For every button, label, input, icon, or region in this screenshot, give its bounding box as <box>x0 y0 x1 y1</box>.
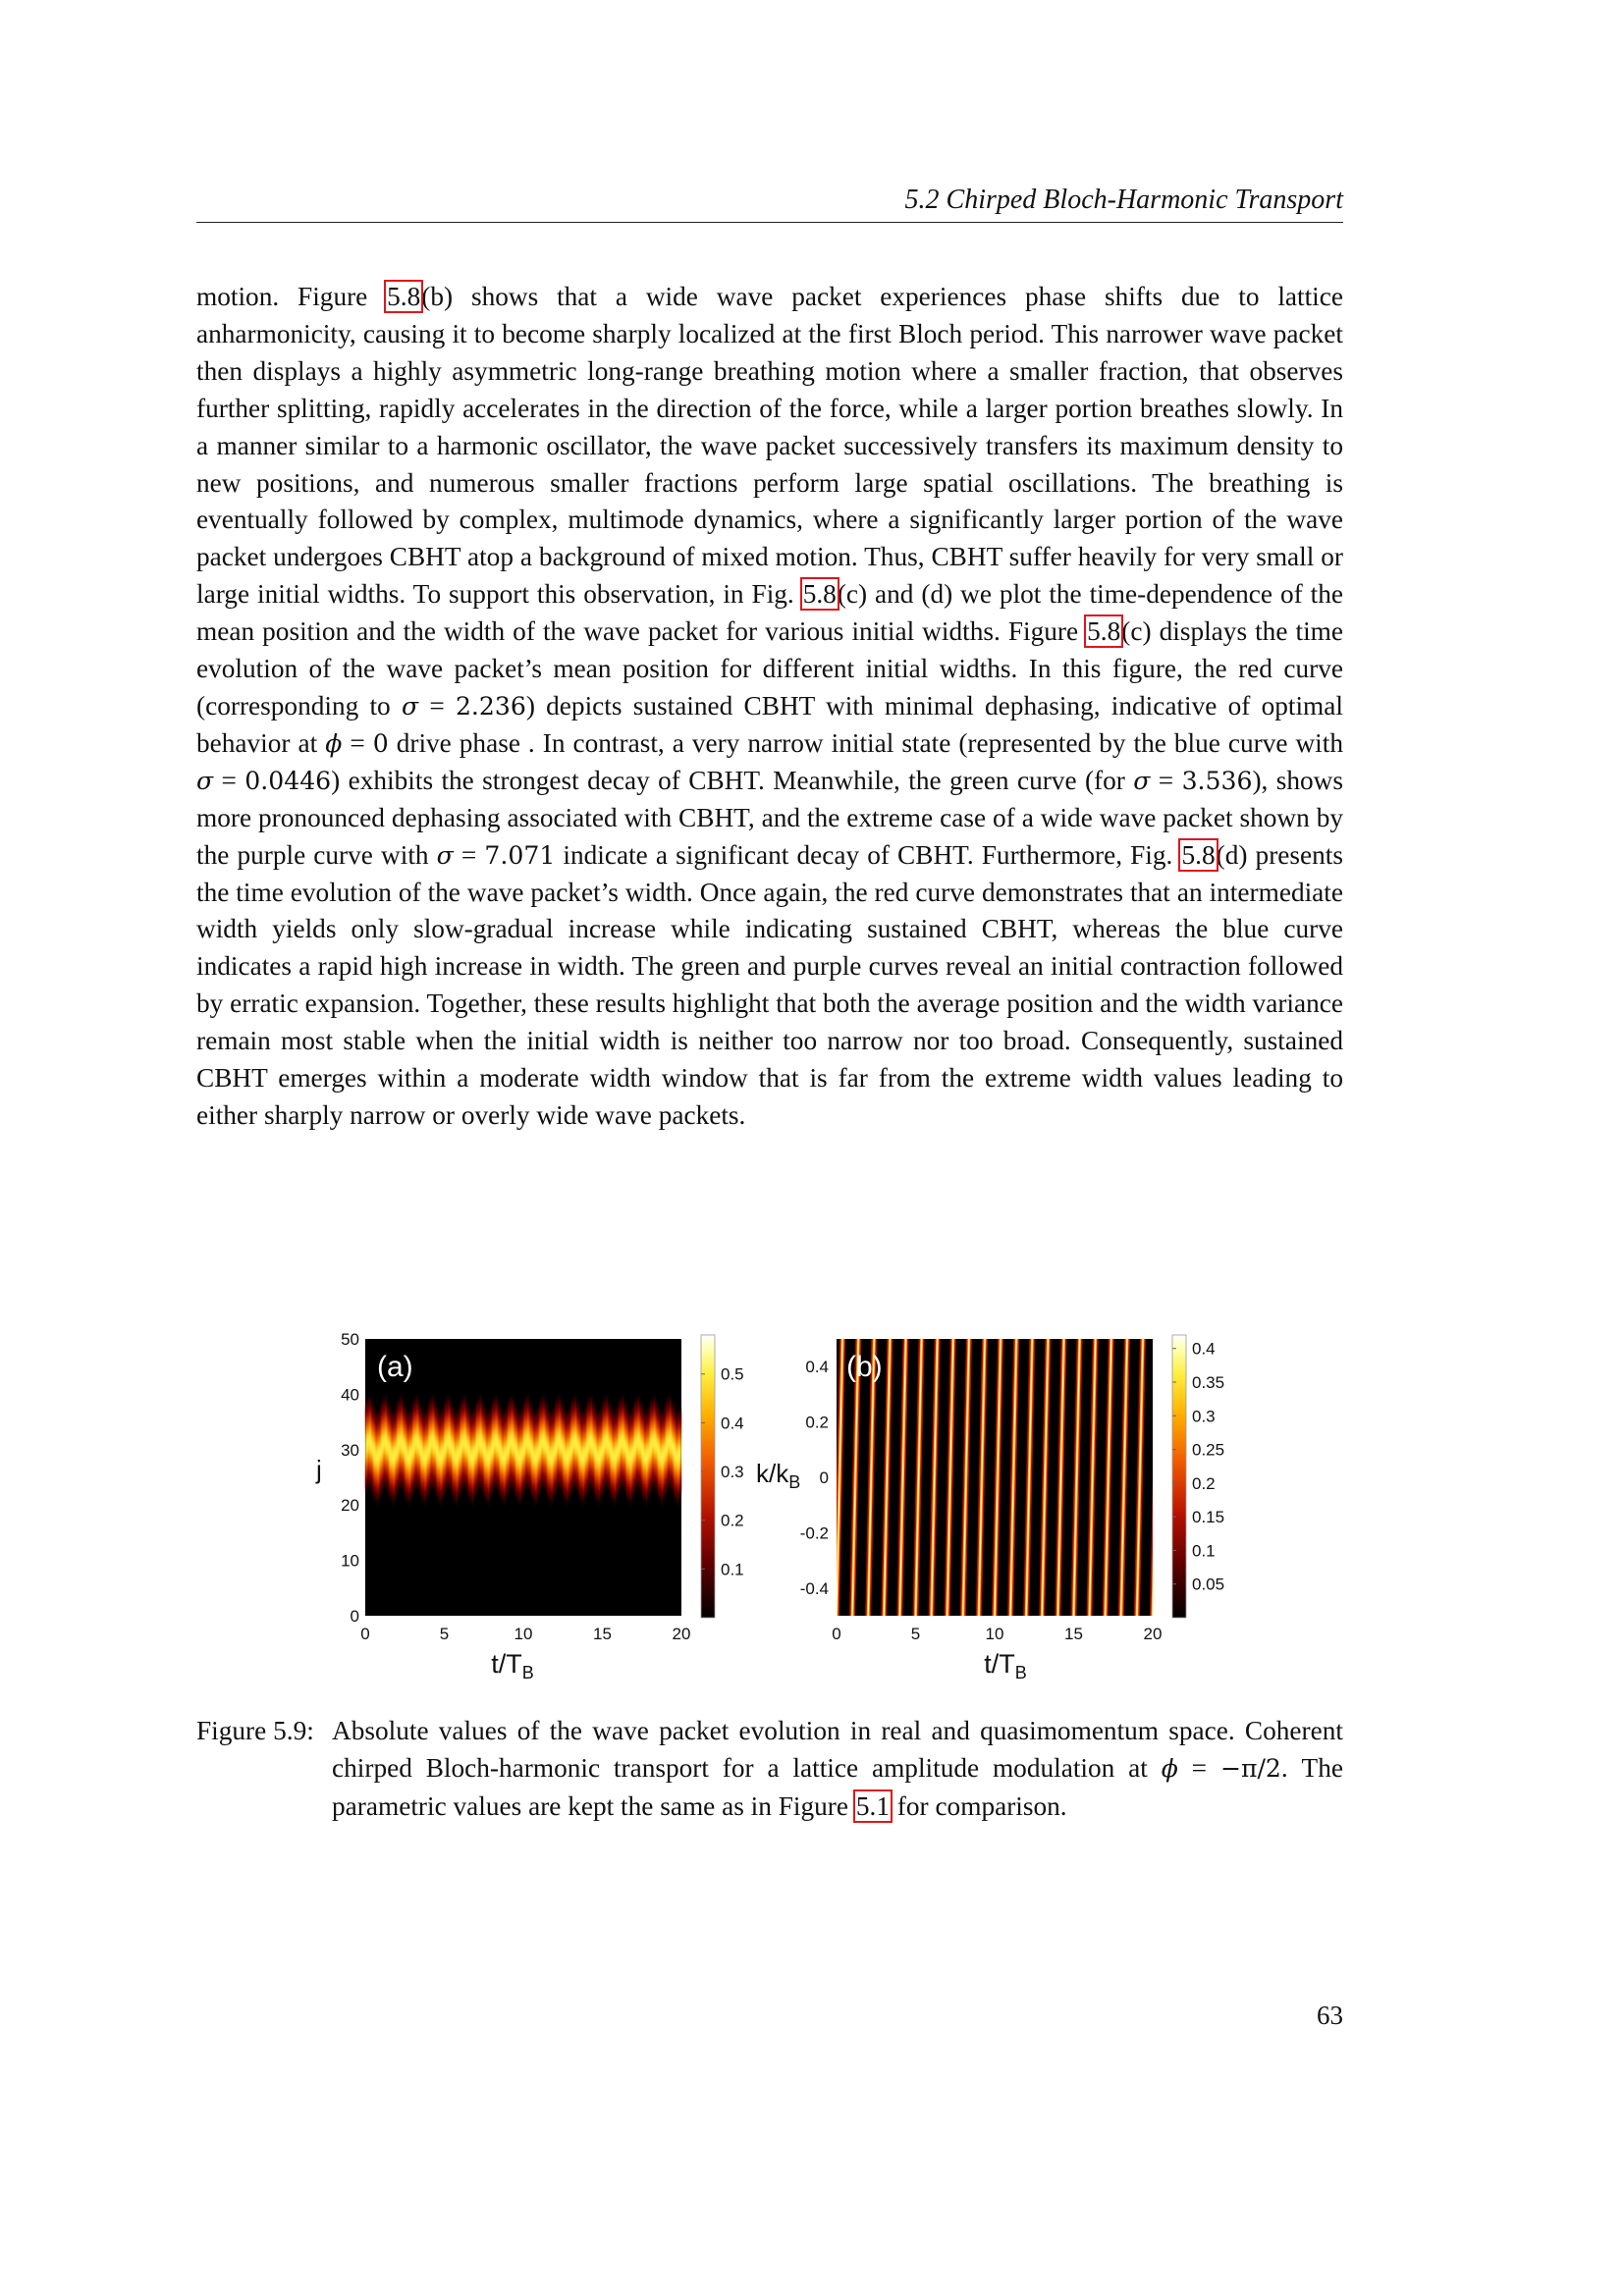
panel-b-colorbar-tick-label: 0.25 <box>1192 1440 1225 1460</box>
caption-label: Figure 5.9: <box>196 1716 314 1745</box>
panel-b-stripe <box>1153 1339 1159 1616</box>
text-run: = <box>342 727 373 758</box>
panel-a-x-axis-label: $t/T_B$ <box>491 1649 534 1682</box>
math-symbol: ϕ <box>1161 1754 1178 1783</box>
text-run: = <box>1177 1753 1220 1783</box>
panel-b-y-tick-label: -0.4 <box>799 1578 829 1598</box>
panel-b-colorbar-tick-label: 0.4 <box>1192 1339 1216 1359</box>
panel-b-x-ticks <box>832 1625 1162 1643</box>
panel-a-colorbar-tick-label: 0.2 <box>721 1511 744 1530</box>
panel-a-y-axis-label: j <box>316 1455 322 1484</box>
panel-a-x-tick-label: 5 <box>439 1625 450 1643</box>
text-run: (c) and (d) we plot the time-dependence of the mean position and the width of the wave packet for various initial widths. Figure <box>196 579 1343 647</box>
panel-b-stripe-core <box>1153 1339 1159 1616</box>
panel-a-y-tick-label: 30 <box>341 1440 359 1460</box>
panel-b-x-tick-label: 10 <box>985 1625 1004 1643</box>
panel-a-band-layers <box>365 1397 681 1503</box>
text-run: = <box>418 690 456 721</box>
math-symbol: σ <box>401 691 419 721</box>
figure-5-9 <box>295 1315 1355 1688</box>
running-head: 5.2 Chirped Bloch-Harmonic Transport <box>904 185 1343 215</box>
text-run: = <box>1150 765 1182 795</box>
figure-reference-link[interactable]: 5.8 <box>1181 839 1216 870</box>
text-run: Absolute values of the wave packet evolution in real and quasimomentum space. Coherent chirped Bloch-harmonic transport for a lattice amplitude modulation at <box>332 1716 1343 1783</box>
panel-b-y-tick-label: -0.2 <box>799 1523 829 1543</box>
panel-a-y-tick-label: 40 <box>341 1385 359 1405</box>
panel-b-x-tick-label: 5 <box>910 1625 921 1643</box>
text-run: . The parametric values are kept the same as in Figure <box>332 1753 1343 1821</box>
text-run: = <box>453 839 485 870</box>
panel-b-x-axis-label: $t/T_B$ <box>984 1649 1027 1682</box>
panel-a-x-tick-label: 10 <box>514 1625 533 1643</box>
panel-b-colorbar-tick-label: 0.1 <box>1192 1541 1216 1561</box>
panel-b-label: (b) <box>846 1351 883 1383</box>
math-symbol: σ <box>196 766 214 795</box>
body-paragraph <box>196 279 1343 1135</box>
caption-text <box>332 1712 1343 1825</box>
panel-a-y-tick-label: 10 <box>341 1551 359 1571</box>
text-run: = <box>213 765 245 795</box>
panel-b-colorbar-tick-label: 0.2 <box>1192 1473 1216 1493</box>
panel-b-y-tick-label: 0.2 <box>805 1413 829 1432</box>
panel-a-colorbar-tick-label: 0.5 <box>721 1364 744 1384</box>
math-symbol: ϕ <box>325 728 343 758</box>
math-number: −π/2 <box>1219 1754 1281 1783</box>
panel-a-colorbar-tick-label: 0.1 <box>721 1560 744 1579</box>
panel-a-y-tick-label: 50 <box>341 1330 359 1349</box>
panel-a-y-tick-label: 20 <box>341 1496 359 1516</box>
panel-b <box>756 1335 1224 1682</box>
panel-a-colorbar-tick-label: 0.4 <box>721 1414 744 1433</box>
panel-a-label: (a) <box>377 1351 413 1383</box>
figure-reference-link[interactable]: 5.8 <box>802 579 837 610</box>
panel-b-colorbar-tick-label: 0.15 <box>1192 1508 1225 1527</box>
math-number: 0.0446 <box>244 766 332 795</box>
panel-a-x-tick-label: 15 <box>593 1625 612 1643</box>
figure-reference-link[interactable]: 5.8 <box>1087 616 1121 647</box>
panel-a <box>315 1330 744 1682</box>
figure-caption <box>196 1712 1343 1825</box>
panel-b-y-axis-label: $k/k_B$ <box>756 1459 801 1492</box>
text-run: (d) presents the time evolution of the wave packet’s width. Once again, the red curve demonstrates that an intermediate width yields only slow-gradual increase while indicating sustained CBHT, whereas the blue curve indicates a rapid high increase in width. The green and purple curves reveal an initial contraction followed by erratic expansion. Together, these results highlight that both the average position and the width variance remain most stable when the initial width is neither too narrow nor too broad. Consequently, sustained CBHT emerges within a moderate width window that is far from the extreme width values leading to either sharply narrow or overly wide wave packets. <box>196 839 1343 1130</box>
text-run: ), shows more pronounced dephasing associated with CBHT, and the extreme case of a wide wave packet shown by the purple curve with <box>196 765 1344 870</box>
text-run: indicate a significant decay of CBHT. Furthermore, Fig. <box>555 839 1181 870</box>
math-number: 7.071 <box>484 840 556 870</box>
math-symbol: σ <box>1133 766 1151 795</box>
math-number: 3.536 <box>1181 766 1253 795</box>
text-run: drive phase . In contrast, a very narrow initial state (represented by the blue curve with <box>388 727 1343 758</box>
text-run: ) exhibits the strongest decay of CBHT. Meanwhile, the green curve (for <box>331 765 1134 795</box>
panel-a-colorbar <box>701 1335 715 1618</box>
panel-b-colorbar-tick-label: 0.05 <box>1192 1575 1225 1594</box>
panel-a-density-band <box>365 1397 681 1503</box>
panel-b-y-ticks <box>800 1358 829 1598</box>
math-number: 2.236 <box>455 691 526 721</box>
math-number: 0 <box>372 728 389 758</box>
header-rule <box>196 222 1343 223</box>
panel-b-colorbar-tick-label: 0.35 <box>1192 1373 1225 1392</box>
panel-b-x-tick-label: 20 <box>1143 1625 1163 1643</box>
panel-a-x-ticks <box>360 1625 690 1643</box>
panel-a-y-ticks <box>341 1330 359 1626</box>
panel-b-y-tick-label: 0.4 <box>805 1358 829 1377</box>
text-run: for comparison. <box>890 1791 1067 1821</box>
text-run: motion. Figure <box>196 282 387 311</box>
figure-reference-link[interactable]: 5.8 <box>387 282 421 311</box>
panel-b-x-tick-label: 15 <box>1064 1625 1083 1643</box>
text-run: (b) shows that a wide wave packet experiences phase shifts due to lattice anharmonicity, causing it to become sharply localized at the first Bloch period. This narrower wave packet then displays a highly asymmetric long-range breathing motion where a smaller fraction, that observes further splitting, rapidly accelerates in the direction of the force, while a larger portion breathes slowly. In a manner similar to a harmonic oscillator, the wave packet successively transfers its maximum density to new positions, and numerous smaller fractions perform large spatial oscillations. The breathing is eventually followed by complex, multimode dynamics, where a significantly larger portion of the wave packet undergoes CBHT atop a background of mixed motion. Thus, CBHT suffer heavily for very small or large initial widths. To support this observation, in Fig. <box>196 282 1343 610</box>
math-symbol: σ <box>436 840 454 870</box>
panel-b-y-tick-label: 0 <box>819 1468 829 1487</box>
text-run: (c) displays the time evolution of the wave packet’s mean position for different initial widths. In this figure, the red curve (corresponding to <box>196 616 1343 721</box>
panel-b-x-tick-label: 0 <box>832 1625 841 1643</box>
panel-b-colorbar <box>1172 1335 1186 1618</box>
page-number: 63 <box>1317 2001 1343 2030</box>
panel-a-y-tick-label: 0 <box>350 1607 359 1626</box>
panel-a-x-tick-label: 0 <box>360 1625 370 1643</box>
panel-a-x-tick-label: 20 <box>672 1625 691 1643</box>
figure-reference-link[interactable]: 5.1 <box>855 1791 890 1821</box>
text-run: ) depicts sustained CBHT with minimal dephasing, indicative of optimal behavior at <box>196 690 1343 758</box>
panel-a-colorbar-tick-label: 0.3 <box>721 1463 744 1482</box>
panel-b-colorbar-tick-label: 0.3 <box>1192 1407 1216 1426</box>
